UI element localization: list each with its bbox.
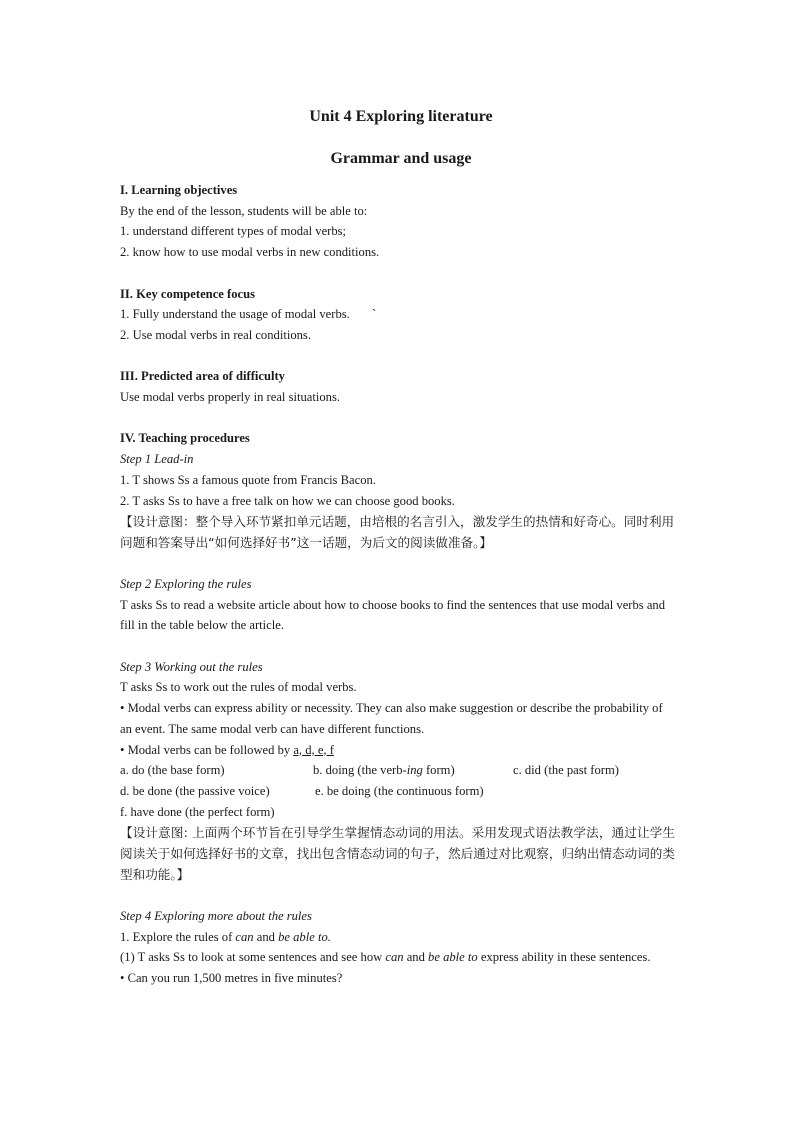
option-f: f. have done (the perfect form) [120,804,275,819]
step2-text: T asks Ss to read a website article about how to choose books to find the sentences that use modal verbs and fill in the table below the article. [120,597,666,633]
objectives-intro: By the end of the lesson, students will be able to: [120,203,368,218]
competence-item: 2. Use modal verbs in real conditions. [120,327,311,342]
options-row [120,781,675,802]
option-c: c. did (the past form) [513,763,619,778]
bullet-text: Modal verbs can express ability or necessity. They can also make suggestion or describe the probability of an event. The same modal verb can have different functions. [120,701,663,736]
step4-bullet: • Can you run 1,500 metres in five minutes? [120,968,675,989]
step2-title: Step 2 Exploring the rules [120,576,252,591]
step3-bullet-functions [120,698,675,739]
step3-title: Step 3 Working out the rules [120,659,263,674]
objective-item: 2. know how to use modal verbs in new conditions. [120,245,380,260]
step4-item1: 1. Explore the rules of can and be able to. [120,929,331,944]
difficulty-text: Use modal verbs properly in real situations. [120,390,340,404]
step1-item: 2. T asks Ss to have a free talk on how we can choose good books. [120,493,455,508]
step3-design-note: 【设计意图: 上面两个环节旨在引导学生掌握情态动词的用法。采用发现式语法教学法，通过让学生阅读关于如何选择好书的文章，找出包含情态动词的句子，然后通过对比观察，归纳出情态动词的类型和功能。】 [120,825,675,883]
document-subtitle: Grammar and usage [330,150,472,167]
option-a: a. do (the base form) [120,763,225,778]
step1-title: Step 1 Lead-in [120,452,194,467]
option-d: d. be done (the passive voice) [120,783,270,798]
options-row [120,760,675,781]
step4-sub1: (1) T asks Ss to look at some sentences and see how can and be able to express ability in these sentences. [120,950,651,965]
answer-underline: a, d, e, f [293,742,334,757]
section-heading-key-competence: II. Key competence focus [120,286,256,301]
bullet-text: Modal verbs can be followed by [127,742,294,757]
objective-item: 1. understand different types of modal verbs; [120,224,347,239]
step4-title: Step 4 Exploring more about the rules [120,909,312,923]
option-e: e. be doing (the continuous form) [315,783,484,798]
option-b: b. doing (the verb-ing form) [313,763,455,778]
step3-intro: T asks Ss to work out the rules of modal verbs. [120,680,357,695]
section-heading-learning-objectives: I. Learning objectives [120,183,238,197]
document-title: Unit 4 Exploring literature [309,108,493,125]
document-body [120,180,675,989]
step3-bullet-followed-by [120,740,675,761]
step1-item: 1. T shows Ss a famous quote from Francis Bacon. [120,472,376,487]
section-heading-teaching-procedures: IV. Teaching procedures [120,431,250,446]
competence-item: 1. Fully understand the usage of modal verbs. ` [120,307,377,322]
step1-design-note: 【设计意图：整个导入环节紧扣单元话题，由培根的名言引入，激发学生的热情和好奇心。同时利用问题和答案导出“如何选择好书”这一话题，为后文的阅读做准备。】 [120,514,675,551]
section-heading-difficulty: III. Predicted area of difficulty [120,369,285,384]
